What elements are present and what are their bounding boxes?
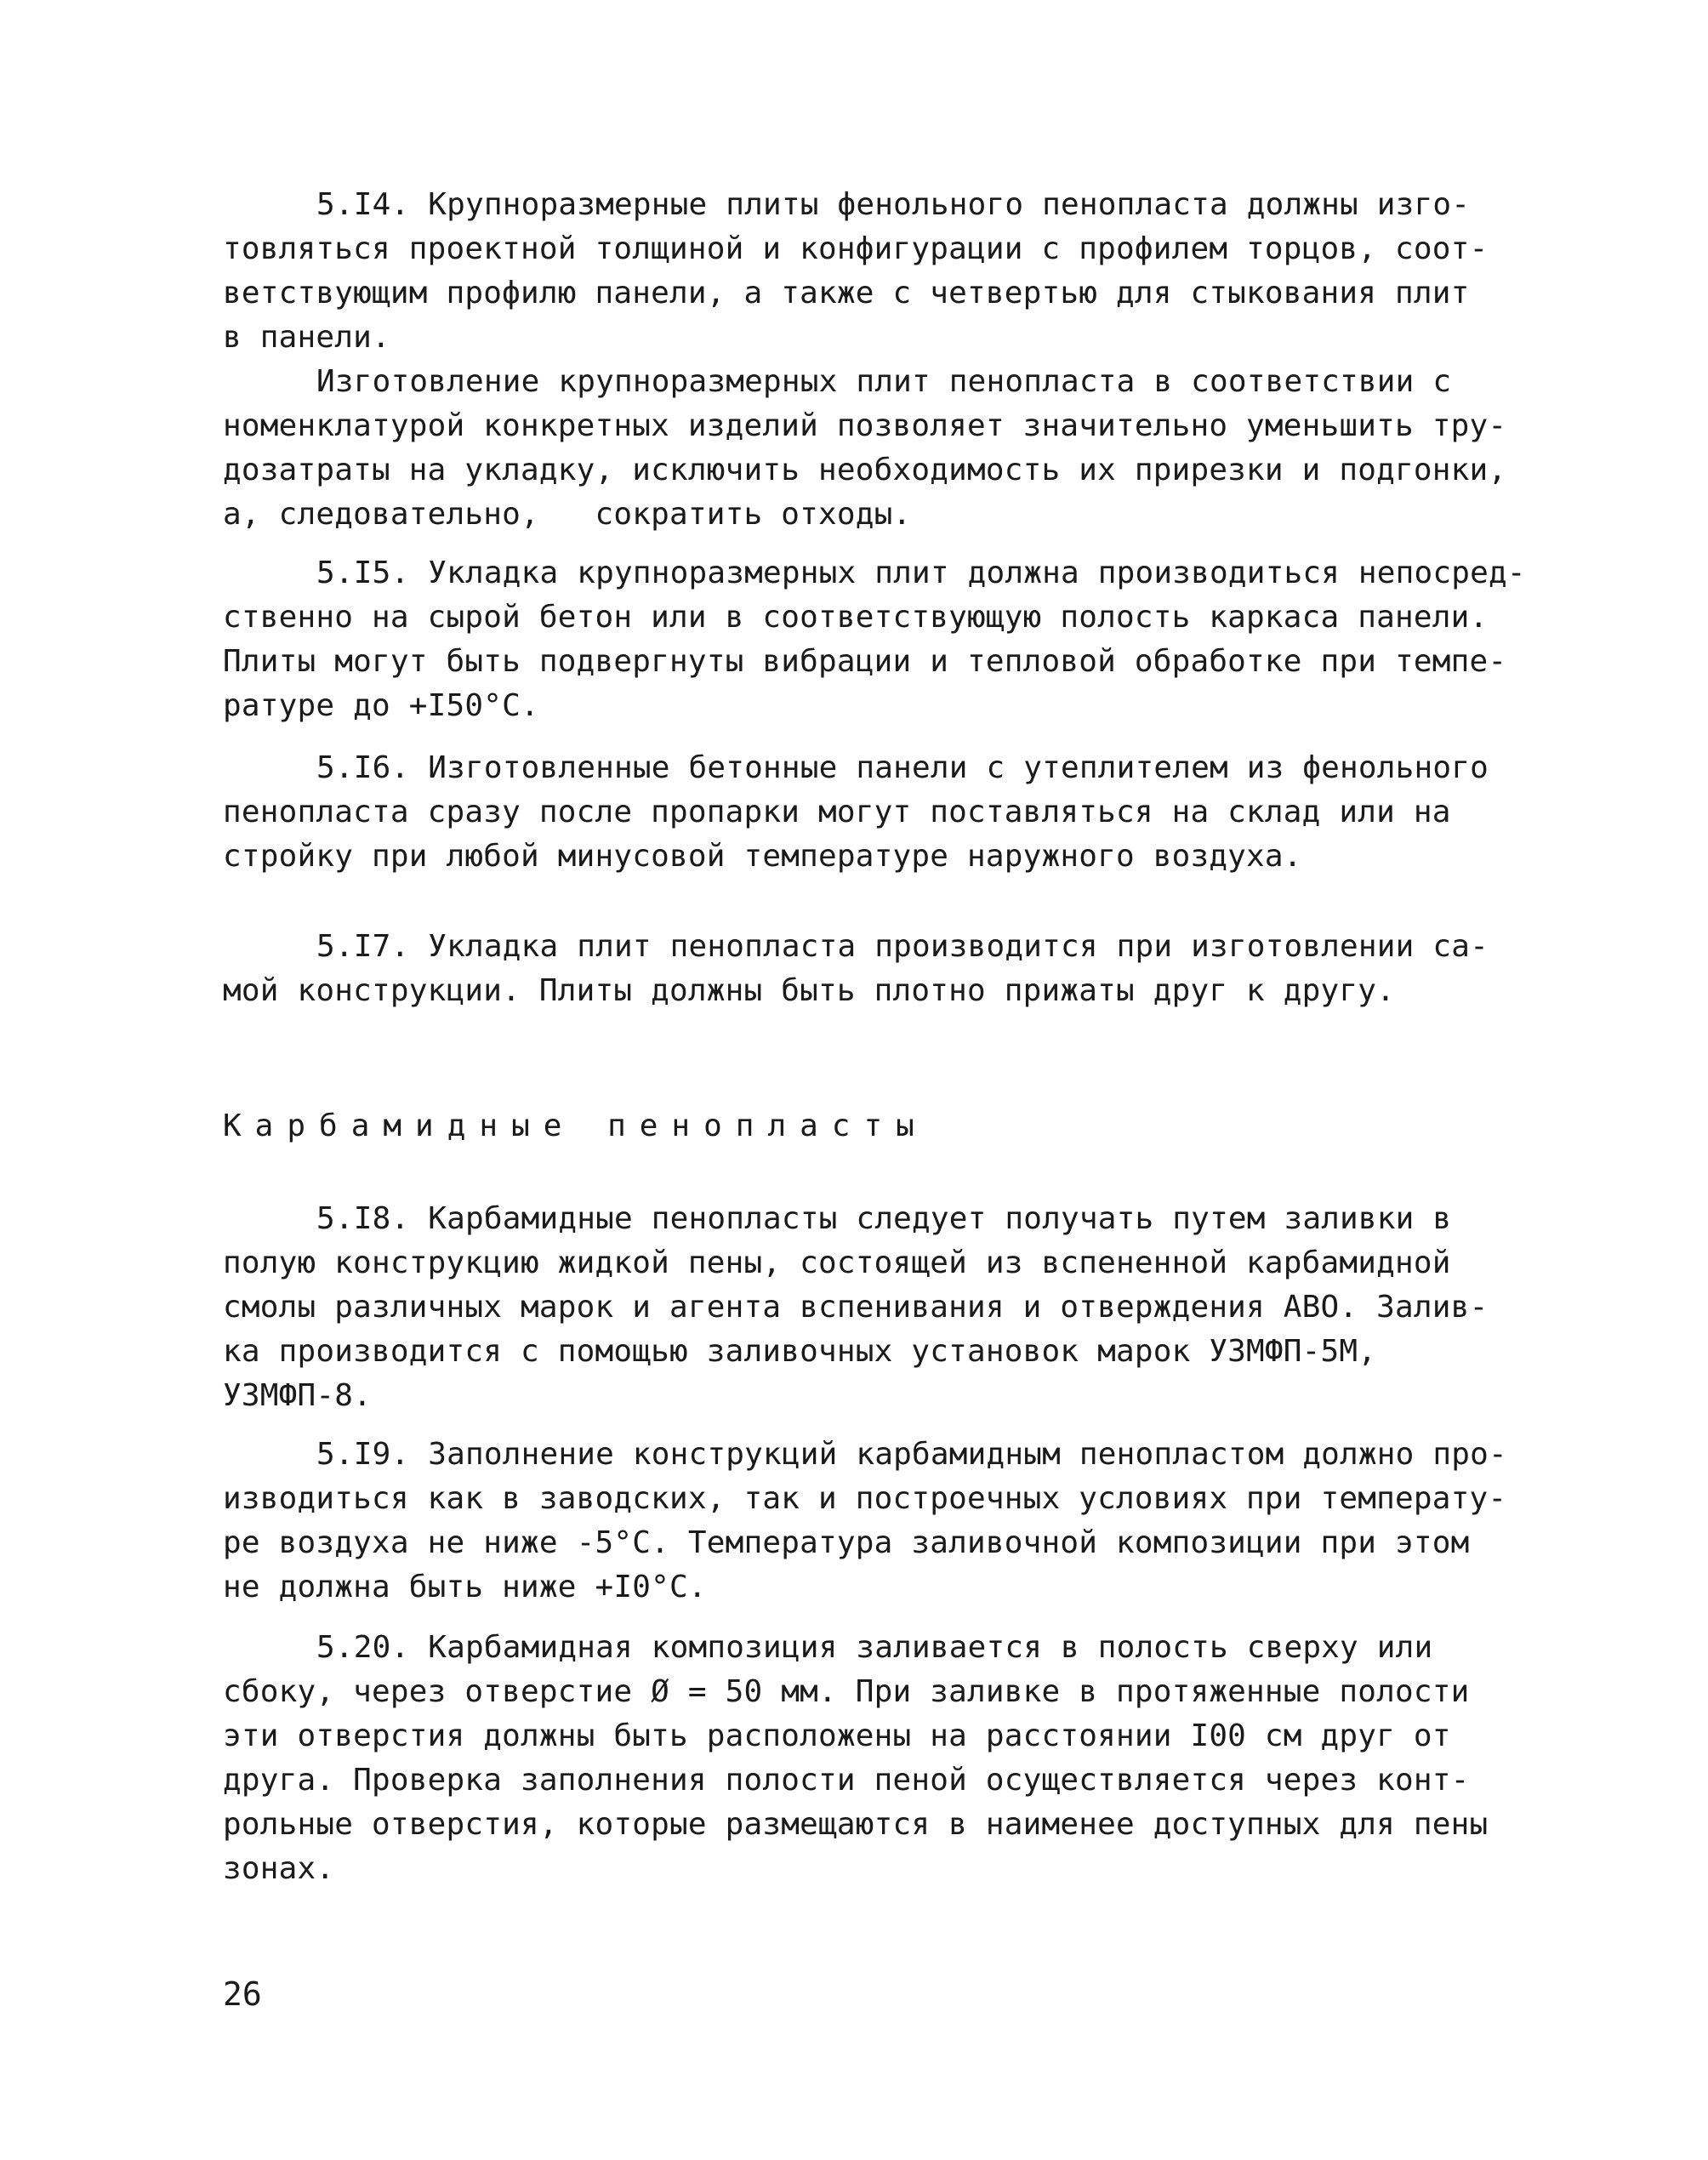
text-line: ка производится с помощью заливочных установок марок УЗМФП-5М, <box>223 1334 1377 1369</box>
text-line: номенклатурой конкретных изделий позволяет значительно уменьшить тру- <box>223 408 1507 443</box>
text-line: смолы различных марок и агента вспенивания и отверждения АВО. Залив- <box>223 1290 1489 1325</box>
text-line: УЗМФП-8. <box>223 1378 372 1413</box>
page-number: 26 <box>223 1975 262 2013</box>
text-line: Плиты могут быть подвергнуты вибрации и тепловой обработке при темпе- <box>223 644 1507 679</box>
text-line: Изготовление крупноразмерных плит пенопласта в соответствии с <box>316 364 1452 399</box>
text-line: ре воздуха не ниже -5°С. Температура заливочной композиции при этом <box>223 1525 1470 1560</box>
text-line: стройку при любой минусовой температуре наружного воздуха. <box>223 839 1302 874</box>
section-heading: Карбамидные пенопласты <box>223 1108 928 1143</box>
text-line: эти отверстия должны быть расположены на расстоянии I00 см друг от <box>223 1718 1451 1753</box>
text-line: зонах. <box>223 1851 335 1886</box>
text-line: 5.20. Карбамидная композиция заливается в полость сверху или <box>316 1630 1433 1665</box>
text-line: товляться проектной толщиной и конфигурации с профилем торцов, соот- <box>223 231 1489 266</box>
text-line: друга. Проверка заполнения полости пеной осуществляется через конт- <box>223 1763 1470 1798</box>
text-line: ственно на сырой бетон или в соответствующую полость каркаса панели. <box>223 600 1489 635</box>
text-line: рольные отверстия, которые размещаются в наименее доступных для пены <box>223 1807 1489 1842</box>
text-line: дозатраты на укладку, исключить необходимость их прирезки и подгонки, <box>223 453 1507 487</box>
text-line: мой конструкции. Плиты должны быть плотно прижаты друг к другу. <box>223 973 1396 1008</box>
text-line: а, следовательно, сократить отходы. <box>223 497 912 532</box>
text-line: сбоку, через отверстие Ø = 50 мм. При заливке в протяженные полости <box>223 1674 1470 1709</box>
text-line: 5.I8. Карбамидные пенопласты следует получать путем заливки в <box>316 1201 1452 1236</box>
text-line: ратуре до +I50°С. <box>223 688 539 723</box>
text-line: 5.I5. Укладка крупноразмерных плит должна производиться непосред- <box>316 556 1526 590</box>
text-line: 5.I6. Изготовленные бетонные панели с утеплителем из фенольного <box>316 750 1489 785</box>
text-line: пенопласта сразу после пропарки могут поставляться на склад или на <box>223 795 1451 829</box>
text-line: ветствующим профилю панели, а также с четвертью для стыкования плит <box>223 276 1470 311</box>
text-line: полую конструкцию жидкой пены, состоящей из вспененной карбамидной <box>223 1245 1451 1280</box>
text-line: в панели. <box>223 320 390 355</box>
text-line: не должна быть ниже +I0°С. <box>223 1570 707 1604</box>
text-line: 5.I7. Укладка плит пенопласта производится при изготовлении са- <box>316 929 1489 964</box>
text-line: изводиться как в заводских, так и построечных условиях при температу- <box>223 1481 1507 1516</box>
text-line: 5.I9. Заполнение конструкций карбамидным пенопластом должно про- <box>316 1437 1507 1472</box>
text-line: 5.I4. Крупноразмерные плиты фенольного пенопласта должны изго- <box>316 187 1471 222</box>
